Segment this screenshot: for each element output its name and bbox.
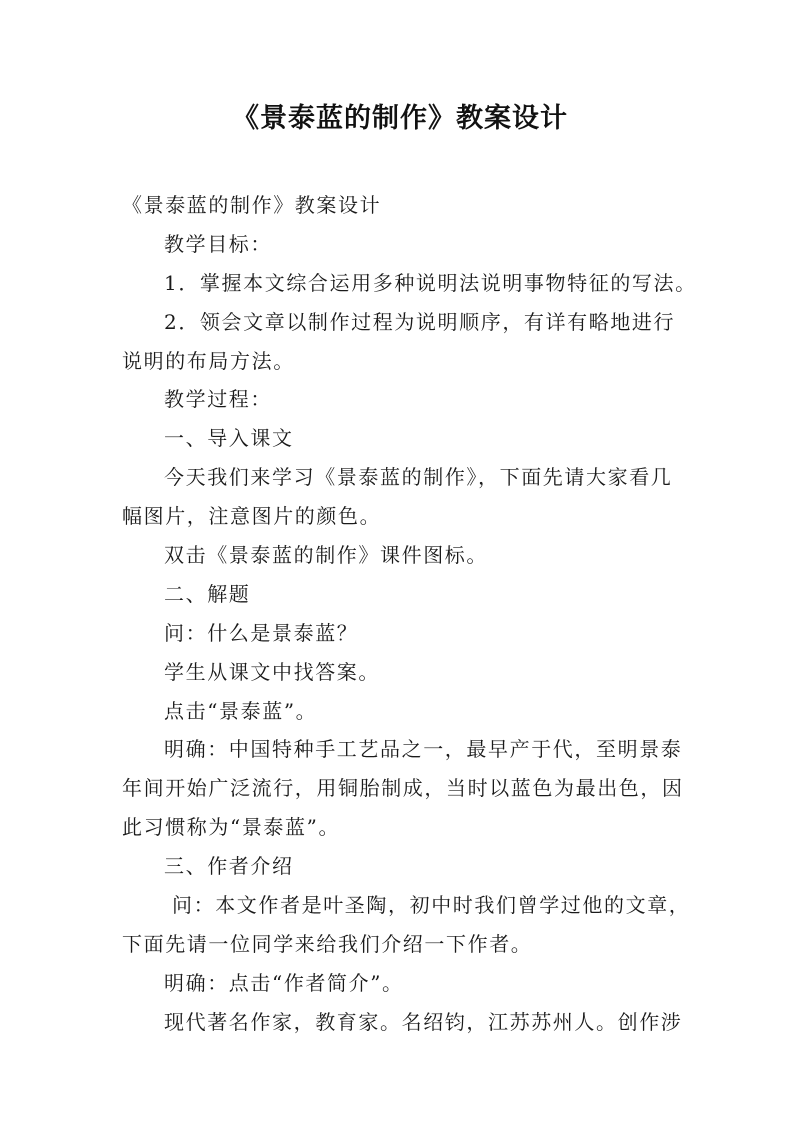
document-title: 《景泰蓝的制作》教案设计	[232, 103, 568, 134]
paragraph-line: 幅图片，注意图片的颜色。	[122, 504, 382, 529]
paragraph-line: 问：本文作者是叶圣陶，初中时我们曾学过他的文章，	[172, 893, 691, 918]
paragraph-line: 教学目标：	[164, 231, 272, 256]
paragraph-line: 现代著名作家，教育家。名绍钧，江苏苏州人。创作涉	[164, 1009, 683, 1034]
paragraph-line: 下面先请一位同学来给我们介绍一下作者。	[122, 931, 533, 956]
paragraph-line: 《景泰蓝的制作》教案设计	[122, 193, 382, 217]
paragraph-line: 教学过程：	[164, 387, 272, 412]
paragraph-line: 2．领会文章以制作过程为说明顺序，有详有略地进行	[164, 309, 676, 334]
paragraph-line: 今天我们来学习《景泰蓝的制作》，下面先请大家看几	[164, 465, 673, 490]
section-heading: 一、导入课文	[164, 426, 294, 451]
paragraph-line: 此习惯称为“景泰蓝”。	[122, 815, 341, 840]
document-body	[122, 186, 697, 1042]
paragraph-line: 说明的布局方法。	[122, 348, 295, 373]
paragraph-line: 明确：中国特种手工艺品之一，最早产于代，至明景泰	[164, 737, 683, 762]
paragraph-line: 学生从课文中找答案。	[164, 659, 380, 684]
paragraph-line: 问：什么是景泰蓝？	[164, 620, 359, 645]
paragraph-line: 点击“景泰蓝”。	[164, 698, 318, 723]
paragraph-line: 年间开始广泛流行，用铜胎制成，当时以蓝色为最出色，因	[122, 776, 684, 801]
paragraph-line: 双击《景泰蓝的制作》课件图标。	[164, 543, 488, 568]
section-heading: 二、解题	[164, 581, 251, 606]
section-heading: 三、作者介绍	[164, 854, 294, 879]
paragraph-line: 明确：点击“作者简介”。	[164, 970, 404, 995]
paragraph-line: 1．掌握本文综合运用多种说明法说明事物特征的写法。	[164, 270, 697, 295]
